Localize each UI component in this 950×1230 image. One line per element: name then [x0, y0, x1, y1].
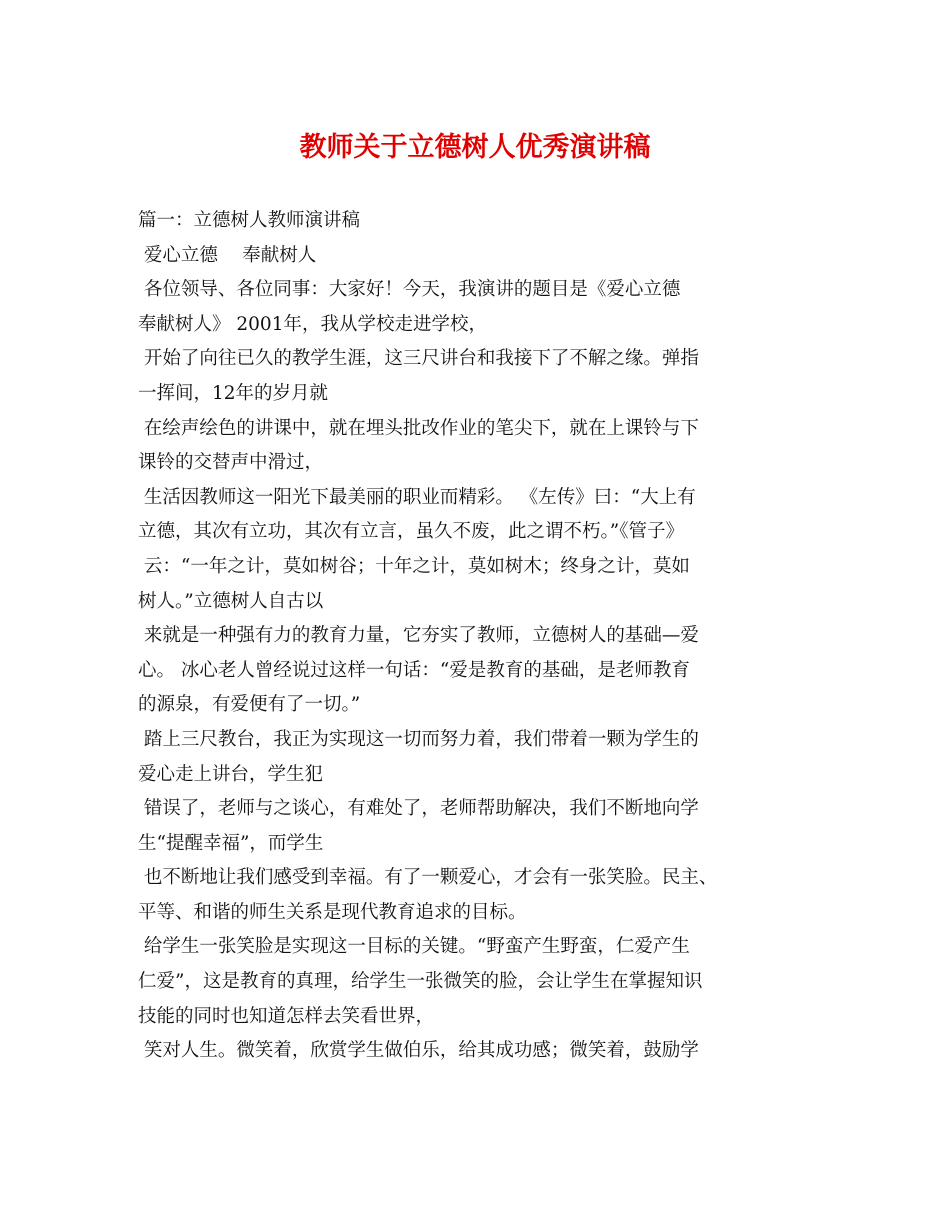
body-line: 给学生一张笑脸是实现这一目标的关键。“野蛮产生野蛮，仁爱产生 — [138, 936, 690, 958]
body-line: 心。 冰心老人曾经说过这样一句话：“爱是教育的基础，是老师教育 — [138, 659, 690, 681]
body-line: 各位领导、各位同事：大家好！今天，我演讲的题目是《爱心立德 — [138, 279, 681, 301]
body-line: 技能的同时也知道怎样去笑看世界， — [138, 1005, 435, 1027]
body-line: 也不断地让我们感受到幸福。有了一颗爱心，才会有一张笑脸。民主、 — [138, 867, 718, 889]
body-line: 一挥间，12年的岁月就 — [138, 382, 329, 404]
body-line: 爱心走上讲台，学生犯 — [138, 763, 324, 785]
body-line: 篇一：立德树人教师演讲稿 — [138, 210, 361, 231]
body-line: 平等、和谐的师生关系是现代教育追求的目标。 — [138, 901, 527, 923]
body-line: 爱心立德 奉献树人 — [138, 244, 317, 266]
body-line: 生活因教师这一阳光下最美丽的职业而精彩。 《左传》曰：“大上有 — [138, 486, 696, 508]
body-line: 的源泉，有爱便有了一切。” — [138, 694, 361, 716]
body-line: 课铃的交替声中滑过， — [138, 452, 324, 474]
body-line: 开始了向往已久的教学生涯，这三尺讲台和我接下了不解之缘。弹指 — [138, 348, 699, 370]
body-line: 来就是一种强有力的教育力量，它夯实了教师，立德树人的基础—爱 — [138, 625, 699, 647]
body-line: 错误了，老师与之谈心，有难处了，老师帮助解决，我们不断地向学 — [138, 798, 699, 820]
body-line: 树人。”立德树人自古以 — [138, 590, 324, 612]
body-line: 奉献树人》 2001年，我从学校走进学校， — [138, 313, 487, 335]
body-line: 在绘声绘色的讲课中，就在埋头批改作业的笔尖下，就在上课铃与下 — [138, 417, 699, 439]
document-title: 教师关于立德树人优秀演讲稿 — [299, 132, 651, 163]
body-line: 踏上三尺教台，我正为实现这一切而努力着，我们带着一颗为学生的 — [138, 728, 699, 750]
body-line: 云：“一年之计，莫如树谷；十年之计，莫如树木；终身之计，莫如 — [138, 555, 690, 577]
body-line: 笑对人生。微笑着，欣赏学生做伯乐，给其成功感；微笑着，鼓励学 — [138, 1040, 699, 1062]
body-line: 立德，其次有立功，其次有立言，虽久不废，此之谓不朽。”《管子》 — [138, 521, 684, 543]
body-line: 生“提醒幸福”，而学生 — [138, 832, 324, 854]
document-body — [138, 204, 828, 1069]
body-line: 仁爱”，这是教育的真理，给学生一张微笑的脸，会让学生在掌握知识 — [138, 971, 703, 993]
